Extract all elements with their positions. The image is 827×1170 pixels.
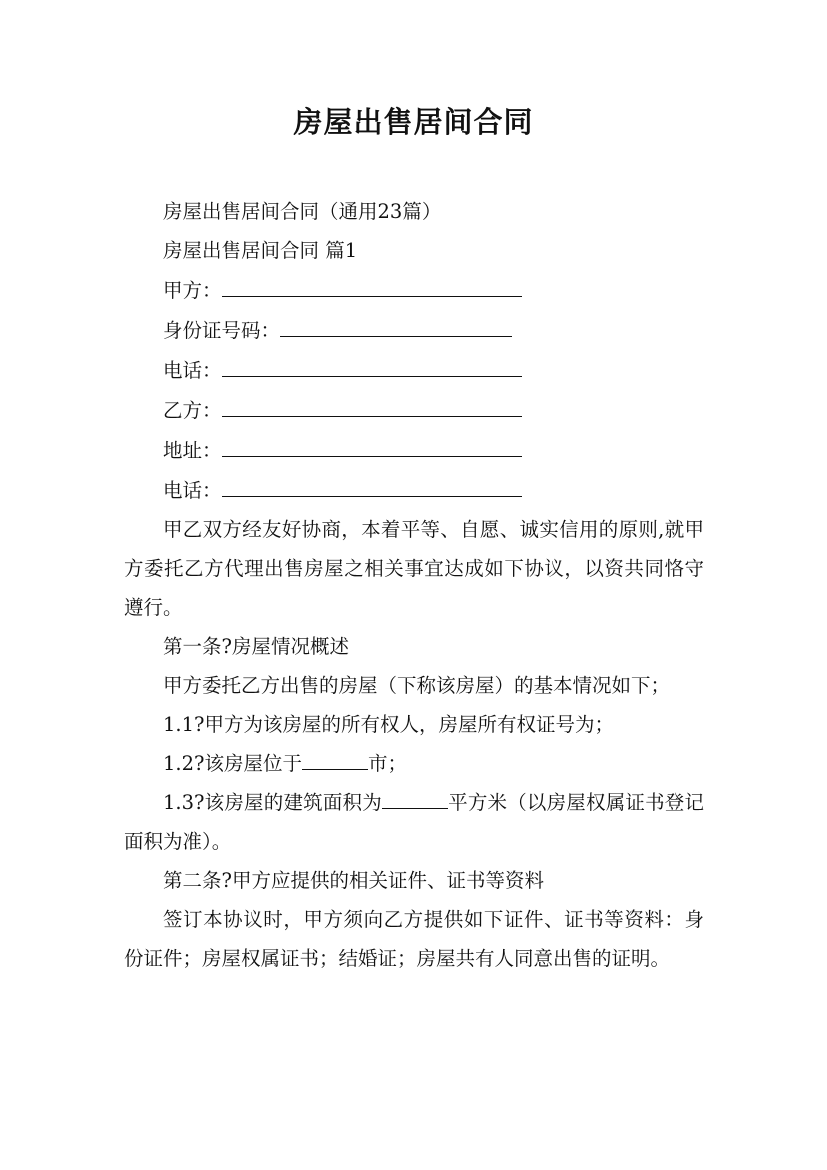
party-a-label: 甲方： [163,279,222,302]
article1-item1: 1.1?甲方为该房屋的所有权人，房屋所有权证号为； [163,713,614,736]
phone-b-label: 电话： [163,479,222,502]
article2-heading: 第二条?甲方应提供的相关证件、证书等资料 [163,869,544,892]
phone-a-field [124,350,704,390]
article1-heading: 第一条?房屋情况概述 [163,635,349,658]
phone-b-field [124,470,704,510]
document-body [124,192,704,978]
article1-text: 甲方委托乙方出售的房屋（下称该房屋）的基本情况如下； [163,674,671,697]
id-number-label: 身份证号码： [163,319,281,342]
party-b-blank [222,390,522,417]
intro-paragraph: 甲乙双方经友好协商，本着平等、自愿、诚实信用的原则,就甲方委托乙方代理出售房屋之相关事宜达成如下协议，以资共同恪守遵行。 [124,518,704,619]
subtitle: 房屋出售居间合同（通用23篇） [163,200,442,223]
phone-a-label: 电话： [163,359,222,382]
address-field [124,430,704,470]
article1-item3 [124,783,704,861]
article1-item2-prefix: 1.2?该房屋位于 [163,752,302,775]
address-label: 地址： [163,439,222,462]
party-a-blank [222,270,522,297]
article2-text: 签订本协议时，甲方须向乙方提供如下证件、证书等资料：身份证件；房屋权属证书；结婚证；房屋共有人同意出售的证明。 [124,908,704,970]
part-heading: 房屋出售居间合同 篇1 [163,239,358,262]
article1-item2-suffix: 市； [367,752,407,775]
article1-item3-suffix: 平方米（以房屋权属证书登记面积为准）。 [124,791,704,853]
id-number-field [124,310,704,350]
party-b-field [124,390,704,430]
article1-item2 [124,744,704,783]
party-a-field [124,270,704,310]
party-b-label: 乙方： [163,399,222,422]
area-blank [382,784,448,809]
city-blank [302,745,368,770]
address-blank [222,430,522,457]
document-title: 房屋出售居间合同 [293,105,534,139]
phone-b-blank [222,470,522,497]
id-number-blank [280,310,512,337]
article1-item3-prefix: 1.3?该房屋的建筑面积为 [163,791,382,814]
phone-a-blank [222,350,522,377]
